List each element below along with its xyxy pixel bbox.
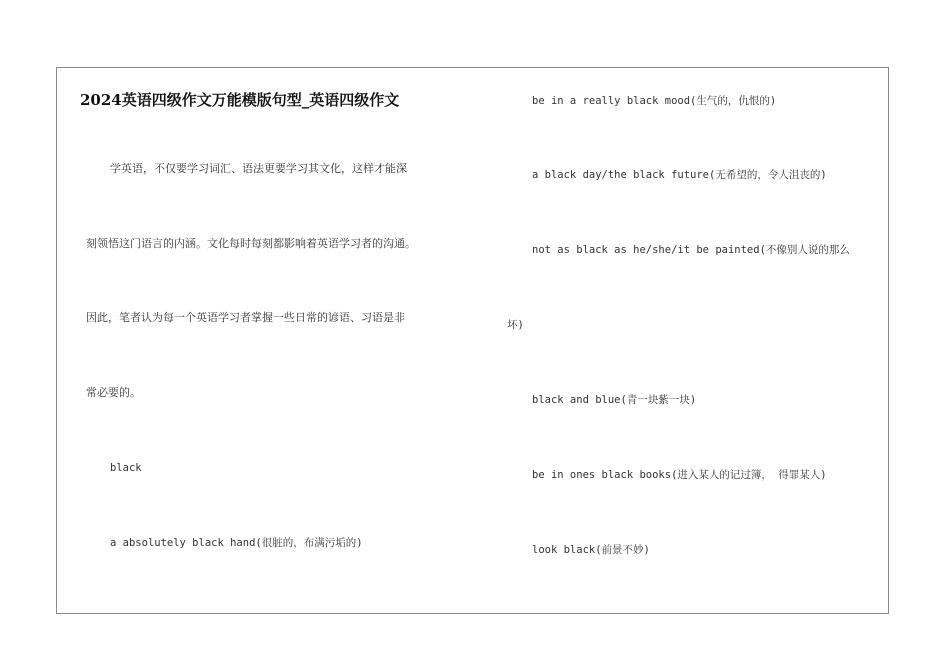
phrase-not-as-black: not as black as he/she/it be painted(不像别人说的那么 xyxy=(532,244,850,256)
intro-line-4: 常必要的。 xyxy=(86,386,141,399)
phrase-black-and-blue: black and blue(青一块紫一块) xyxy=(532,394,697,406)
phrase-not-as-black-continued: 坏) xyxy=(507,319,524,331)
headword-black: black xyxy=(110,462,142,474)
phrase-black-day: a black day/the black future(无希望的，令人沮丧的) xyxy=(532,169,827,181)
intro-line-1: 学英语，不仅要学习词汇、语法更要学习其文化，这样才能深 xyxy=(110,162,407,175)
intro-line-2: 刻领悟这门语言的内涵。文化每时每刻都影响着英语学习者的沟通。 xyxy=(86,237,416,250)
intro-line-3: 因此，笔者认为每一个英语学习者掌握一些日常的谚语、习语是非 xyxy=(86,311,405,324)
document-title: 2024英语四级作文万能模版句型_英语四级作文 xyxy=(80,91,400,109)
phrase-look-black: look black(前景不妙) xyxy=(532,544,650,556)
phrase-black-hand: a absolutely black hand(很脏的，布满污垢的) xyxy=(110,537,363,549)
page-frame xyxy=(56,67,889,614)
phrase-black-mood: be in a really black mood(生气的，仇恨的) xyxy=(532,95,777,107)
phrase-black-books: be in ones black books(进入某人的记过簿， 得罪某人) xyxy=(532,469,827,481)
